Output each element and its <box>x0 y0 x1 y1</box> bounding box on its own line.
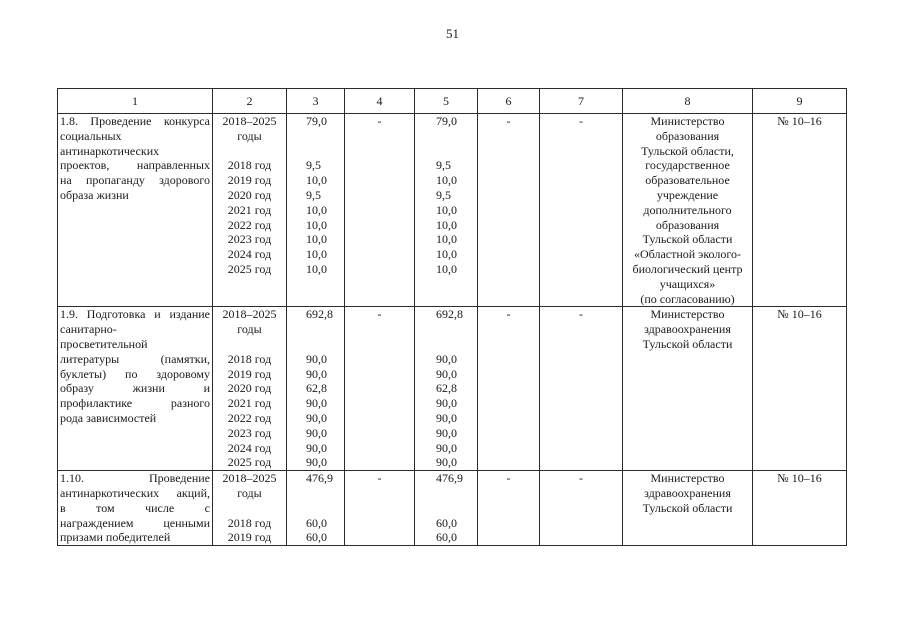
year-value: 90,0 <box>436 410 457 425</box>
year-value: 10,0 <box>306 261 327 276</box>
description-line: 1.9. Подготовка и издание <box>60 307 210 322</box>
measure-description <box>58 114 213 307</box>
year-label: 2023 год <box>227 425 272 440</box>
year-value: 9,5 <box>436 187 451 202</box>
dash-value: - <box>579 307 583 322</box>
table-row <box>58 307 847 471</box>
year-value: 90,0 <box>436 440 457 455</box>
period-unit: годы <box>237 485 262 500</box>
spacer <box>290 486 341 501</box>
header-cell-7: 7 <box>540 89 623 114</box>
responsible-organization-cell <box>623 114 753 307</box>
total-value: 476,9 <box>306 471 333 486</box>
year-label: 2018 год <box>227 158 272 173</box>
year-value: 10,0 <box>306 232 327 247</box>
dash-value: - <box>506 307 511 322</box>
organization-line: Тульской области, <box>641 143 734 158</box>
spacer <box>290 144 341 159</box>
spacer <box>418 322 474 337</box>
year-label: 2023 год <box>227 232 272 247</box>
total-value: 692,8 <box>436 307 463 322</box>
dash-value: - <box>579 471 583 486</box>
organization-line: государственное <box>645 158 730 173</box>
year-value: 60,0 <box>306 530 327 545</box>
header-cell-9: 9 <box>753 89 847 114</box>
year-value: 90,0 <box>306 455 327 470</box>
year-value: 10,0 <box>436 202 457 217</box>
year-label: 2021 год <box>227 396 272 411</box>
total-value: 79,0 <box>436 114 457 128</box>
organization-line: образования <box>655 217 720 232</box>
local-funding-cell <box>478 114 540 307</box>
regional-funding-cell <box>415 307 478 471</box>
year-value: 90,0 <box>436 396 457 411</box>
responsible-organization-cell <box>623 307 753 471</box>
year-value: 10,0 <box>436 261 457 276</box>
total-value: 476,9 <box>436 471 463 486</box>
organization-line: биологический центр <box>632 261 743 276</box>
period-cell <box>213 471 287 546</box>
header-row <box>58 89 847 114</box>
organization-line: (по согласованию) <box>640 291 735 306</box>
description-line: рода зависимостей <box>60 410 157 425</box>
period-range: 2018–2025 <box>222 307 277 322</box>
year-label: 2019 год <box>227 530 272 545</box>
indicator-reference-cell <box>753 307 847 471</box>
year-value: 90,0 <box>306 410 327 425</box>
year-label: 2022 год <box>227 410 272 425</box>
year-value: 9,5 <box>436 158 451 173</box>
dash-value: - <box>579 114 583 128</box>
organization-line: Министерство <box>650 471 725 486</box>
plan-table <box>57 88 847 546</box>
measure-description <box>58 471 213 546</box>
year-label: 2025 год <box>227 455 272 470</box>
organization-line: Тульской области <box>642 336 733 351</box>
year-value: 60,0 <box>436 530 457 545</box>
organization-line: Тульской области <box>642 500 733 515</box>
year-value: 9,5 <box>306 158 321 173</box>
header-cell-8: 8 <box>623 89 753 114</box>
header-cell-4: 4 <box>345 89 415 114</box>
spacer <box>418 501 474 516</box>
year-value: 62,8 <box>306 381 327 396</box>
header-cell-5: 5 <box>415 89 478 114</box>
spacer <box>290 337 341 352</box>
description-line: профилактике разного <box>60 396 210 411</box>
organization-line: учреждение <box>656 187 719 202</box>
period-cell <box>213 114 287 307</box>
year-label: 2018 год <box>227 351 272 366</box>
federal-funding-cell <box>345 307 415 471</box>
organization-line: образования <box>655 128 720 143</box>
year-value: 10,0 <box>436 217 457 232</box>
description-line: антинаркотических акций, <box>60 485 210 500</box>
description-line: проектов, направленных <box>60 158 210 173</box>
year-value: 10,0 <box>306 247 327 262</box>
header-cell-3: 3 <box>287 89 345 114</box>
description-line: санитарно- <box>60 322 117 337</box>
spacer <box>216 501 283 516</box>
description-line: литературы (памятки, <box>60 351 210 366</box>
regional-funding-cell <box>415 471 478 546</box>
year-value: 62,8 <box>436 381 457 396</box>
federal-funding-cell <box>345 471 415 546</box>
spacer <box>216 337 283 352</box>
description-line: антинаркотических <box>60 143 160 158</box>
organization-line: здравоохранения <box>644 322 731 337</box>
description-line: на пропаганду здорового <box>60 173 210 188</box>
spacer <box>290 322 341 337</box>
description-line: в том числе с <box>60 500 210 515</box>
year-value: 10,0 <box>436 232 457 247</box>
year-value: 90,0 <box>306 351 327 366</box>
responsible-organization-cell <box>623 471 753 546</box>
header-cell-2: 2 <box>213 89 287 114</box>
header-cell-6: 6 <box>478 89 540 114</box>
year-value: 10,0 <box>306 173 327 188</box>
description-line: образу жизни и <box>60 381 210 396</box>
description-line: 1.8. Проведение конкурса <box>60 114 210 128</box>
organization-line: «Областной эколого- <box>633 247 742 262</box>
other-funding-cell <box>540 114 623 307</box>
total-value: 692,8 <box>306 307 333 322</box>
other-funding-cell <box>540 307 623 471</box>
year-value: 90,0 <box>436 425 457 440</box>
organization-line: здравоохранения <box>644 485 731 500</box>
local-funding-cell <box>478 471 540 546</box>
page-number: 51 <box>446 26 459 41</box>
description-line: 1.10. Проведение <box>60 471 210 486</box>
organization-line: Министерство <box>650 114 725 128</box>
year-value: 90,0 <box>306 425 327 440</box>
year-value: 60,0 <box>436 515 457 530</box>
dash-value: - <box>377 114 382 128</box>
year-label: 2021 год <box>227 202 272 217</box>
indicator-reference-cell <box>753 471 847 546</box>
organization-line: образовательное <box>645 173 730 188</box>
description-line: награждением ценными <box>60 515 210 530</box>
spacer <box>418 337 474 352</box>
total-funding-cell <box>287 471 345 546</box>
period-range: 2018–2025 <box>222 471 277 486</box>
indicator-reference: № 10–16 <box>777 114 822 128</box>
description-line: образа жизни <box>60 187 129 202</box>
year-value: 90,0 <box>306 440 327 455</box>
other-funding-cell <box>540 471 623 546</box>
year-value: 10,0 <box>436 173 457 188</box>
period-cell <box>213 307 287 471</box>
total-value: 79,0 <box>306 114 327 128</box>
spacer <box>418 129 474 144</box>
organization-line: Тульской области <box>642 232 733 247</box>
table-row <box>58 114 847 307</box>
indicator-reference: № 10–16 <box>777 307 822 322</box>
organization-line: дополнительного <box>643 202 732 217</box>
description-line: призами победителей <box>60 530 171 545</box>
table-row <box>58 471 847 546</box>
spacer <box>290 129 341 144</box>
year-label: 2018 год <box>227 515 272 530</box>
year-label: 2024 год <box>227 247 272 262</box>
dash-value: - <box>506 114 511 128</box>
year-value: 90,0 <box>436 366 457 381</box>
year-label: 2019 год <box>227 366 272 381</box>
regional-funding-cell <box>415 114 478 307</box>
year-value: 90,0 <box>436 351 457 366</box>
period-range: 2018–2025 <box>222 114 277 128</box>
year-value: 90,0 <box>436 455 457 470</box>
description-line: социальных <box>60 128 122 143</box>
federal-funding-cell <box>345 114 415 307</box>
year-value: 60,0 <box>306 515 327 530</box>
total-funding-cell <box>287 307 345 471</box>
year-value: 90,0 <box>306 366 327 381</box>
description-line: просветительной <box>60 336 148 351</box>
year-value: 10,0 <box>436 247 457 262</box>
year-label: 2020 год <box>227 187 272 202</box>
year-label: 2025 год <box>227 261 272 276</box>
organization-line: учащихся» <box>659 276 716 291</box>
year-label: 2019 год <box>227 173 272 188</box>
year-value: 10,0 <box>306 217 327 232</box>
spacer <box>290 501 341 516</box>
year-label: 2020 год <box>227 381 272 396</box>
dash-value: - <box>506 471 511 486</box>
description-line: буклеты) по здоровому <box>60 366 210 381</box>
year-label: 2022 год <box>227 217 272 232</box>
spacer <box>418 486 474 501</box>
indicator-reference: № 10–16 <box>777 471 822 486</box>
measure-description <box>58 307 213 471</box>
dash-value: - <box>377 307 382 322</box>
year-label: 2024 год <box>227 440 272 455</box>
total-funding-cell <box>287 114 345 307</box>
header-cell-1: 1 <box>58 89 213 114</box>
organization-line: Министерство <box>650 307 725 322</box>
year-value: 9,5 <box>306 187 321 202</box>
spacer <box>418 144 474 159</box>
period-unit: годы <box>237 128 262 143</box>
local-funding-cell <box>478 307 540 471</box>
period-unit: годы <box>237 322 262 337</box>
spacer <box>216 144 283 159</box>
year-value: 10,0 <box>306 202 327 217</box>
year-value: 90,0 <box>306 396 327 411</box>
indicator-reference-cell <box>753 114 847 307</box>
dash-value: - <box>377 471 382 486</box>
